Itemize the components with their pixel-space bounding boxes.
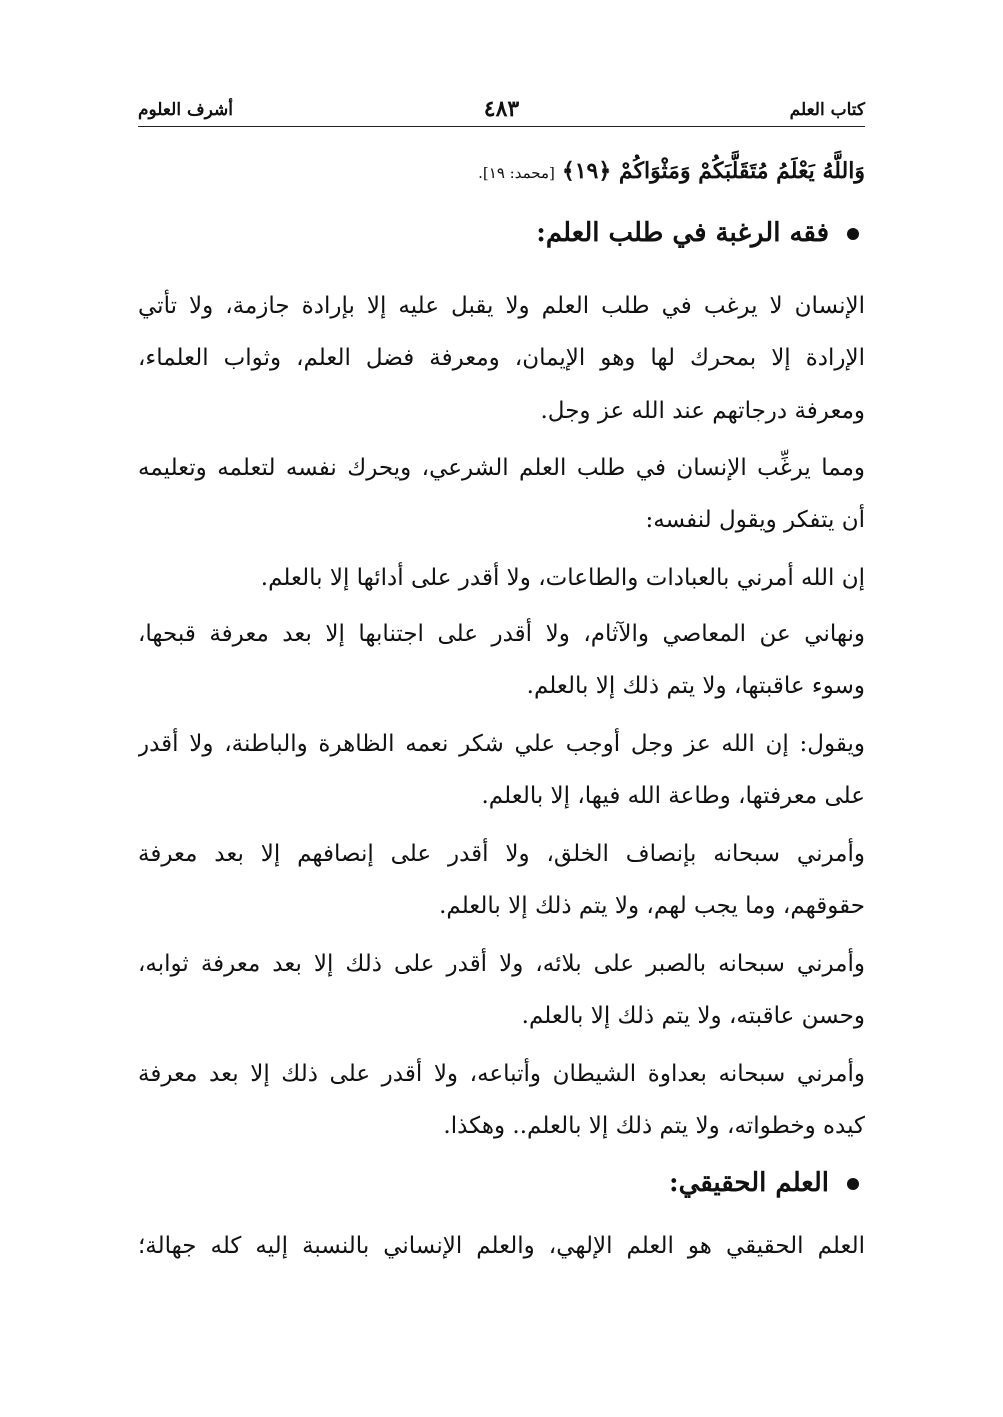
book-title: أشرف العلوم <box>138 100 233 120</box>
paragraph-line: أن يتفكر ويقول لنفسه: <box>645 507 865 533</box>
verse-reference: [محمد: ١٩]. <box>478 164 555 182</box>
running-header <box>138 96 865 127</box>
paragraph-line: وأمرني سبحانه بالصبر على بلائه، ولا أقدر على ذلك إلا بعد معرفة ثوابه، <box>138 951 865 977</box>
paragraph-line: ويقول: إن الله عز وجل أوجب علي شكر نعمه الظاهرة والباطنة، ولا أقدر <box>138 731 865 757</box>
paragraph-line: وسوء عاقبتها، ولا يتم ذلك إلا بالعلم. <box>526 673 865 699</box>
paragraph-line: وحسن عاقبته، ولا يتم ذلك إلا بالعلم. <box>521 1003 865 1029</box>
paragraph-line: الإرادة إلا بمحرك لها وهو الإيمان، ومعرفة فضل العلم، وثواب العلماء، <box>138 345 865 371</box>
paragraph-line: ونهاني عن المعاصي والآثام، ولا أقدر على اجتنابها إلا بعد معرفة قبحها، <box>138 621 865 647</box>
chapter-title: كتاب العلم <box>789 100 865 120</box>
page-number: ٤٨٣ <box>483 96 520 122</box>
paragraph-line: حقوقهم، وما يجب لهم، ولا يتم ذلك إلا بالعلم. <box>439 893 865 919</box>
paragraph-line: على معرفتها، وطاعة الله فيها، إلا بالعلم. <box>481 783 865 809</box>
paragraph-line: ومعرفة درجاتهم عند الله عز وجل. <box>540 398 865 424</box>
paragraph-line: العلم الحقيقي هو العلم الإلهي، والعلم الإنساني بالنسبة إليه كله جهالة؛ <box>138 1233 865 1259</box>
section-heading: العلم الحقيقي: <box>138 1168 865 1208</box>
paragraph-line: الإنسان لا يرغب في طلب العلم ولا يقبل عليه إلا بإرادة جازمة، ولا تأتي <box>138 293 865 319</box>
bullet-icon <box>847 1178 859 1190</box>
paragraph-line: وأمرني سبحانه بعداوة الشيطان وأتباعه، ولا أقدر على ذلك إلا بعد معرفة <box>138 1061 865 1087</box>
book-page <box>138 96 865 1356</box>
paragraph-line: كيده وخطواته، ولا يتم ذلك إلا بالعلم.. وهكذا. <box>443 1113 865 1139</box>
paragraph-line: ومما يرغِّب الإنسان في طلب العلم الشرعي، ويحرك نفسه لتعلمه وتعليمه <box>138 455 865 481</box>
bullet-icon <box>847 228 859 240</box>
paragraph-line: إن الله أمرني بالعبادات والطاعات، ولا أقدر على أدائها إلا بالعلم. <box>260 565 865 591</box>
quran-verse <box>138 158 865 194</box>
section-heading: فقه الرغبة في طلب العلم: <box>138 218 865 258</box>
verse-text: وَاللَّهُ يَعْلَمُ مُتَقَلَّبَكُمْ وَمَثْوَاكُمْ ﴿١٩﴾ <box>561 158 865 184</box>
paragraph-line: وأمرني سبحانه بإنصاف الخلق، ولا أقدر على إنصافهم إلا بعد معرفة <box>138 841 865 867</box>
